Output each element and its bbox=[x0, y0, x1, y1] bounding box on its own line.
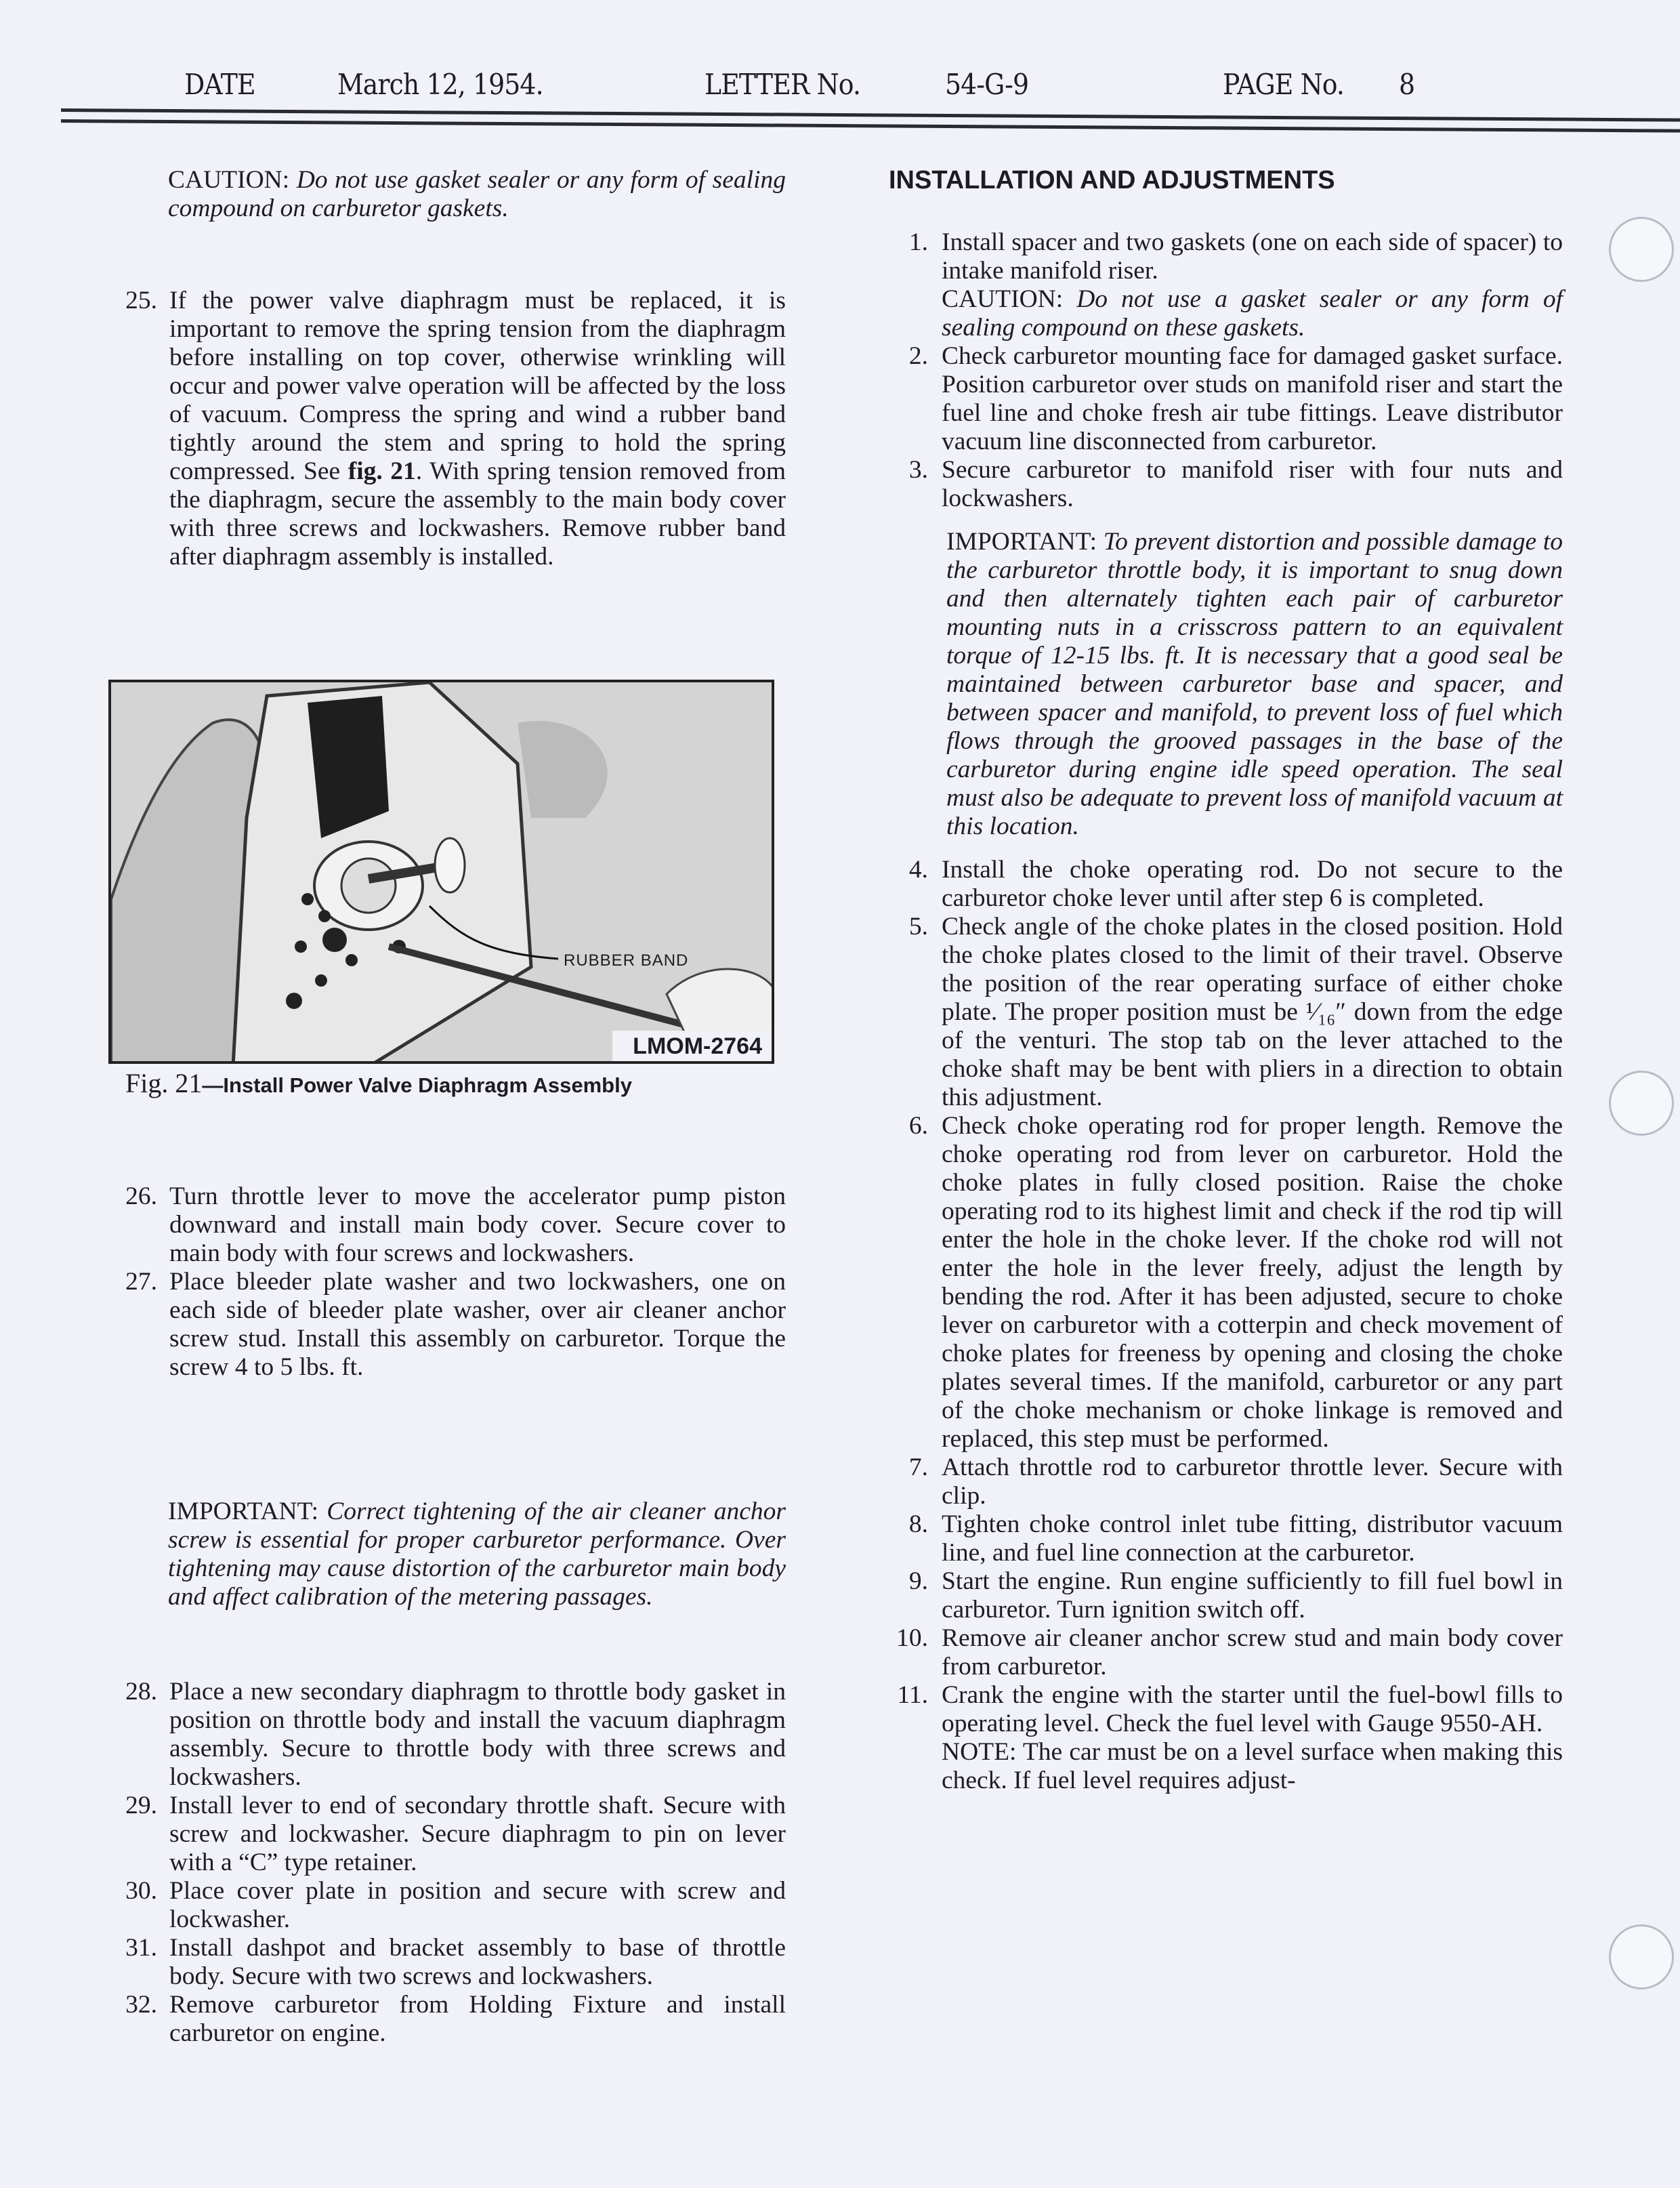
step-item bbox=[889, 1510, 1563, 1567]
figure-reference: fig. 21 bbox=[348, 457, 416, 485]
step-item bbox=[889, 1112, 1563, 1453]
page-number: 8 bbox=[1399, 68, 1415, 101]
punch-hole bbox=[1609, 217, 1674, 282]
step-number: 27. bbox=[125, 1268, 157, 1296]
step-25 bbox=[108, 287, 786, 571]
step-item bbox=[889, 913, 1563, 1112]
step-text bbox=[942, 1681, 1563, 1795]
left-column-steps-26-27 bbox=[108, 1182, 786, 1382]
important-text: Correct tightening of the air cleaner anchor screw is essential for proper carburetor performance. Over tightening may cause distortion of the carburetor main body and affect calibration of the metering passages. bbox=[168, 1498, 786, 1611]
figure-caption bbox=[125, 1067, 632, 1099]
step-number: 31. bbox=[125, 1934, 157, 1962]
step-text-part: . With spring tension removed from the diaphragm, secure the assembly to the main body cover with three screws and lockwashers. Remove rubber band after diaphragm assembly is installed. bbox=[169, 457, 786, 571]
step-text: Remove carburetor from Holding Fixture and install carburetor on engine. bbox=[169, 1991, 786, 2047]
step-text: Place bleeder plate washer and two lockwashers, one on each side of bleeder plate washer, over air cleaner anchor screw stud. Install this assembly on carburetor. Torque the screw 4 to 5 lbs. ft. bbox=[169, 1268, 786, 1381]
caution-label: CAUTION: bbox=[168, 166, 290, 194]
step-text: Install lever to end of secondary throttle shaft. Secure with screw and lockwasher. Secure diaphragm to pin on lever with a “C” type retainer. bbox=[169, 1792, 786, 1876]
step-text: Check carburetor mounting face for damaged gasket surface. Position carburetor over studs on manifold riser and start the fuel line and choke fresh air tube fittings. Leave distributor vacuum line disconnected from carburetor. bbox=[942, 342, 1563, 455]
rubber-band-callout: RUBBER BAND bbox=[564, 951, 689, 970]
step-list bbox=[889, 856, 1563, 1681]
step-text: Place a new secondary diaphragm to throttle body gasket in position on throttle body and install the vacuum diaphragm assembly. Secure to throttle body with three screws and lockwashers. bbox=[169, 1678, 786, 1791]
step-item bbox=[108, 1678, 786, 1792]
figure-code: LMOM-2764 bbox=[612, 1031, 772, 1061]
step-number: 30. bbox=[125, 1877, 157, 1905]
caution-text: Do not use a gasket sealer or any form of sealing compound on these gaskets. bbox=[942, 285, 1563, 342]
step-item bbox=[108, 1877, 786, 1934]
important-note-left bbox=[168, 1498, 786, 1611]
step-number: 1. bbox=[908, 228, 928, 256]
step-text-part: If the power valve diaphragm must be replaced, it is important to remove the spring tension from the diaphragm before installing on top cover, otherwise wrinkling will occur and power valve operation will be affected by the loss of vacuum. Compress the spring and wind a rubber band tightly around the stem and spring to hold the spring compressed. See bbox=[169, 287, 786, 485]
step-list bbox=[108, 1182, 786, 1382]
step-item bbox=[108, 1991, 786, 2048]
step-number: 10. bbox=[896, 1624, 928, 1652]
step-text: Secure carburetor to manifold riser with four nuts and lockwashers. bbox=[942, 456, 1563, 512]
step-text: Tighten choke control inlet tube fitting, distributor vacuum line, and fuel line connection at the carburetor. bbox=[942, 1510, 1563, 1567]
step-list bbox=[108, 1678, 786, 2048]
step-item bbox=[889, 1453, 1563, 1510]
caution-text: Do not use gasket sealer or any form of sealing compound on carburetor gaskets. bbox=[168, 166, 786, 222]
step-text: Remove air cleaner anchor screw stud and main body cover from carburetor. bbox=[942, 1624, 1563, 1680]
step-text: Check choke operating rod for proper length. Remove the choke operating rod from lever on carburetor. Hold the choke plates in fully closed position. Raise the choke operating rod to its highest limit and check if the rod tip will enter the hole in the choke lever. If the choke rod will not enter the hole in the lever freely, adjust the length by bending the rod. After it has been adjusted, secure to choke lever on carburetor with a cotterpin and check movement of choke plates for freeness by opening and closing the choke plates several times. If the manifold, carburetor or any part of the choke mechanism or choke linkage is removed and replaced, this step must be performed. bbox=[942, 1112, 1563, 1453]
step-item bbox=[889, 1567, 1563, 1624]
step-text-part: Crank the engine with the starter until the fuel-bowl fills to operating level. Check the fuel level with Gauge 9550-AH. bbox=[942, 1681, 1563, 1737]
step-text: Place cover plate in position and secure with screw and lockwasher. bbox=[169, 1877, 786, 1933]
caution-label: CAUTION: bbox=[942, 285, 1064, 313]
step-item bbox=[108, 1268, 786, 1382]
step-item bbox=[108, 1934, 786, 1991]
step-number: 2. bbox=[908, 342, 928, 370]
step-text: Attach throttle rod to carburetor throttle lever. Secure with clip. bbox=[942, 1453, 1563, 1510]
step-number: 9. bbox=[908, 1567, 928, 1595]
step-text: Check angle of the choke plates in the closed position. Hold the choke plates closed to the limit of their travel. Observe the position of the rear operating surface of either choke plate. The proper position must be ¹⁄₁₆″ down from the edge of the venturi. The stop tab on the lever attached to the choke shaft may be bent with pliers in a direction to obtain this adjustment. bbox=[942, 913, 1563, 1111]
step-number: 5. bbox=[908, 913, 928, 941]
step-text-part: Install spacer and two gaskets (one on each side of spacer) to intake manifold riser. bbox=[942, 228, 1563, 285]
step-11 bbox=[889, 1681, 1563, 1795]
figure-title: —Install Power Valve Diaphragm Assembly bbox=[202, 1073, 632, 1097]
figure-number: Fig. 21 bbox=[125, 1068, 203, 1098]
step-item bbox=[889, 342, 1563, 456]
important-note-right bbox=[946, 528, 1563, 841]
step-text: Install dashpot and bracket assembly to base of throttle body. Secure with two screws and lockwashers. bbox=[169, 1934, 786, 1990]
punch-hole bbox=[1609, 1924, 1674, 1989]
page-label: PAGE No. bbox=[1223, 68, 1345, 101]
date-label: DATE bbox=[184, 68, 255, 101]
step-text bbox=[169, 287, 786, 571]
step-item bbox=[108, 1792, 786, 1877]
date-value: March 12, 1954. bbox=[337, 68, 543, 101]
step-1 bbox=[889, 228, 1563, 342]
punch-hole bbox=[1609, 1071, 1674, 1136]
step-item bbox=[889, 456, 1563, 513]
step-item bbox=[889, 856, 1563, 913]
step-number: 29. bbox=[125, 1792, 157, 1819]
caution-note bbox=[168, 166, 786, 223]
important-label: IMPORTANT: bbox=[946, 528, 1097, 556]
step-item bbox=[108, 1182, 786, 1268]
step-number: 7. bbox=[908, 1453, 928, 1481]
step-number: 32. bbox=[125, 1991, 157, 2019]
important-text: To prevent distortion and possible damage to the carburetor throttle body, it is important to snug down and then alternately tighten each pair of carburetor mounting nuts in a crisscross pattern to an equivalent torque of 12-15 lbs. ft. It is necessary that a good seal be maintained between carburetor base and spacer, and between spacer and manifold, to prevent loss of fuel which flows through the grooved passages in the base of the carburetor during engine idle speed operation. The seal must also be adequate to prevent loss of manifold vacuum at this location. bbox=[946, 528, 1563, 840]
diaphragm-photo-illustration bbox=[111, 682, 774, 1064]
step-text bbox=[942, 228, 1563, 342]
step-number: 25. bbox=[125, 287, 157, 314]
step-text: Start the engine. Run engine sufficiently to fill fuel bowl in carburetor. Turn ignition switch off. bbox=[942, 1567, 1563, 1624]
step-number: 8. bbox=[908, 1510, 928, 1538]
letter-number: 54-G-9 bbox=[945, 68, 1029, 101]
important-label: IMPORTANT: bbox=[168, 1498, 319, 1525]
step-number: 3. bbox=[908, 456, 928, 484]
step-item bbox=[889, 1624, 1563, 1681]
left-column-steps-28-32 bbox=[108, 1678, 786, 2048]
step-text: Install the choke operating rod. Do not secure to the carburetor choke lever until after step 6 is completed. bbox=[942, 856, 1563, 912]
step-number: 26. bbox=[125, 1182, 157, 1210]
letter-label: LETTER No. bbox=[705, 68, 861, 101]
step-list bbox=[889, 342, 1563, 513]
step-text: Turn throttle lever to move the accelerator pump piston downward and install main body cover. Secure cover to main body with four screws and lockwashers. bbox=[169, 1182, 786, 1267]
figure-21-photo bbox=[108, 680, 774, 1064]
section-heading: INSTALLATION AND ADJUSTMENTS bbox=[889, 166, 1335, 194]
step-number: 6. bbox=[908, 1112, 928, 1140]
step-number: 4. bbox=[908, 856, 928, 884]
note-text: NOTE: The car must be on a level surface when making this check. If fuel level requires adjust- bbox=[942, 1738, 1563, 1794]
step-number: 11. bbox=[897, 1681, 928, 1709]
right-column bbox=[889, 166, 1563, 1795]
step-number: 28. bbox=[125, 1678, 157, 1706]
